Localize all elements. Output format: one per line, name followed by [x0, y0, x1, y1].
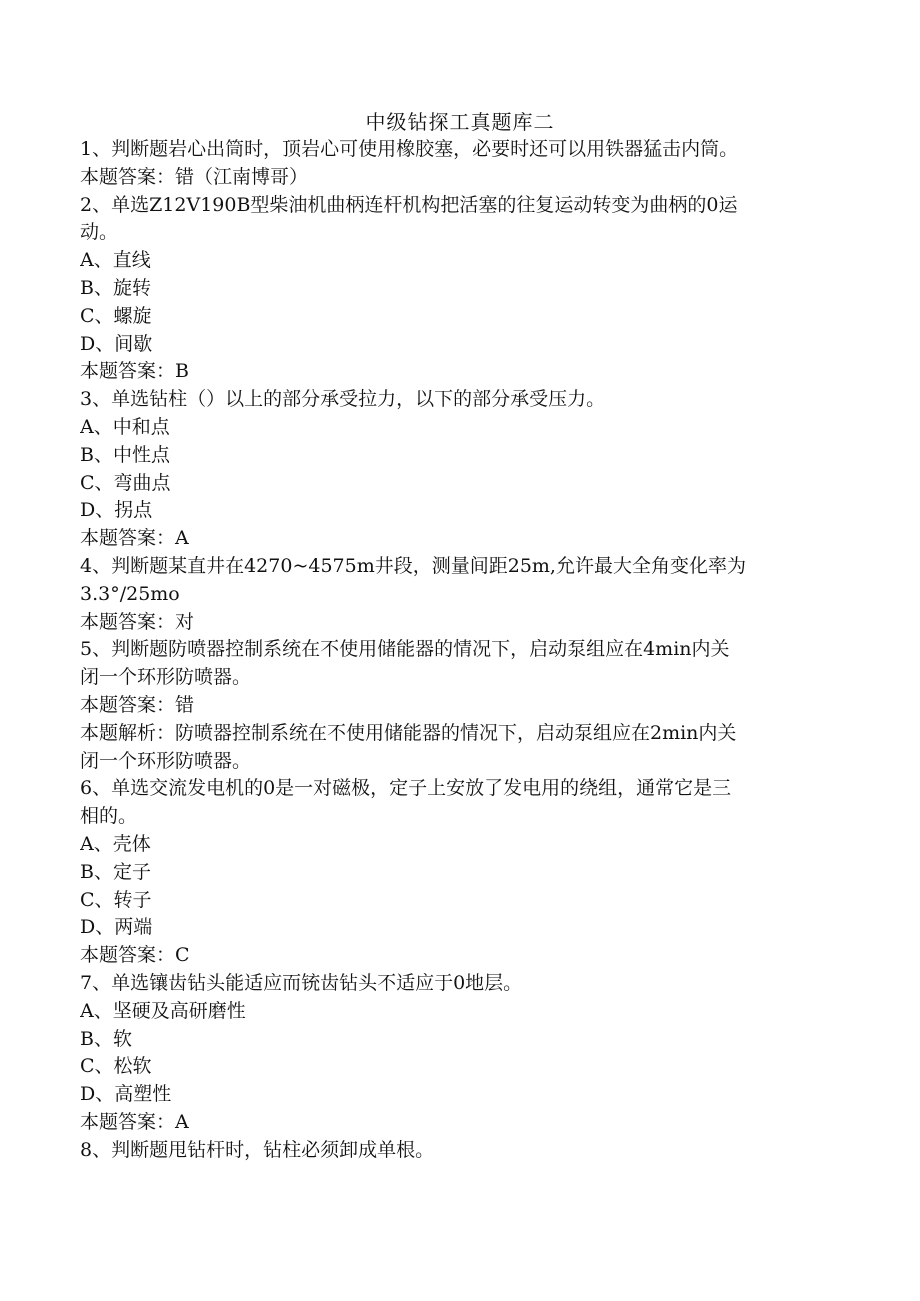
- option-line: C、转子: [80, 888, 152, 911]
- document-body: [80, 136, 840, 1164]
- option-line: B、软: [80, 1027, 132, 1050]
- answer-line: 本题答案：对: [80, 610, 195, 633]
- question-line: 动。: [80, 221, 119, 244]
- question-line: 闭一个环形防喷器。: [80, 666, 252, 689]
- question-line: 5、判断题防喷器控制系统在不使用储能器的情况下，启动泵组应在4min内关: [80, 638, 730, 661]
- answer-line: 本题答案：A: [80, 1110, 189, 1133]
- document-title: 中级钻探工真题库二: [365, 110, 555, 134]
- option-line: A、直线: [80, 249, 151, 272]
- option-line: C、松软: [80, 1055, 152, 1078]
- option-line: A、中和点: [80, 415, 170, 438]
- option-line: D、拐点: [80, 499, 153, 522]
- question-line: 4、判断题某直井在4270~4575m井段，测量间距25m,允许最大全角变化率为: [80, 554, 746, 577]
- option-line: D、高塑性: [80, 1083, 172, 1106]
- question-line: 8、判断题甩钻杆时，钻柱必须卸成单根。: [80, 1138, 435, 1161]
- question-line: 相的。: [80, 805, 138, 828]
- question-line: 6、单选交流发电机的0是一对磁极，定子上安放了发电用的绕组，通常它是三: [80, 777, 732, 800]
- answer-line: 本题答案：C: [80, 944, 190, 967]
- explanation-line: 闭一个环形防喷器。: [80, 749, 252, 772]
- explanation-line: 本题解析：防喷器控制系统在不使用储能器的情况下，启动泵组应在2min内关: [80, 721, 737, 744]
- answer-line: 本题答案：错（江南博哥）: [80, 165, 309, 188]
- answer-line: 本题答案：B: [80, 360, 189, 383]
- option-line: C、弯曲点: [80, 471, 171, 494]
- text-line: 1、判断题岩心出筒时，顶岩心可使用橡胶塞，必要时还可以用铁器猛击内筒。: [80, 138, 739, 160]
- option-line: B、中性点: [80, 443, 170, 466]
- answer-line: 本题答案：错: [80, 693, 195, 716]
- question-line: 3.3°/25mo: [80, 582, 180, 605]
- option-line: B、定子: [80, 860, 151, 883]
- question-line: 7、单选镶齿钻头能适应而铳齿钻头不适应于0地层。: [80, 971, 523, 994]
- option-line: B、旋转: [80, 276, 151, 299]
- option-line: C、螺旋: [80, 304, 152, 327]
- option-line: A、坚硬及高研磨性: [80, 999, 246, 1022]
- option-line: A、壳体: [80, 832, 151, 855]
- option-line: D、间歇: [80, 332, 153, 355]
- option-line: D、两端: [80, 916, 153, 939]
- question-line: 3、单选钻柱（）以上的部分承受拉力，以下的部分承受压力。: [80, 388, 606, 411]
- question-line: 2、单选Z12V190B型柴油机曲柄连杆机构把活塞的往复运动转变为曲柄的0运: [80, 193, 738, 216]
- answer-line: 本题答案：A: [80, 527, 189, 550]
